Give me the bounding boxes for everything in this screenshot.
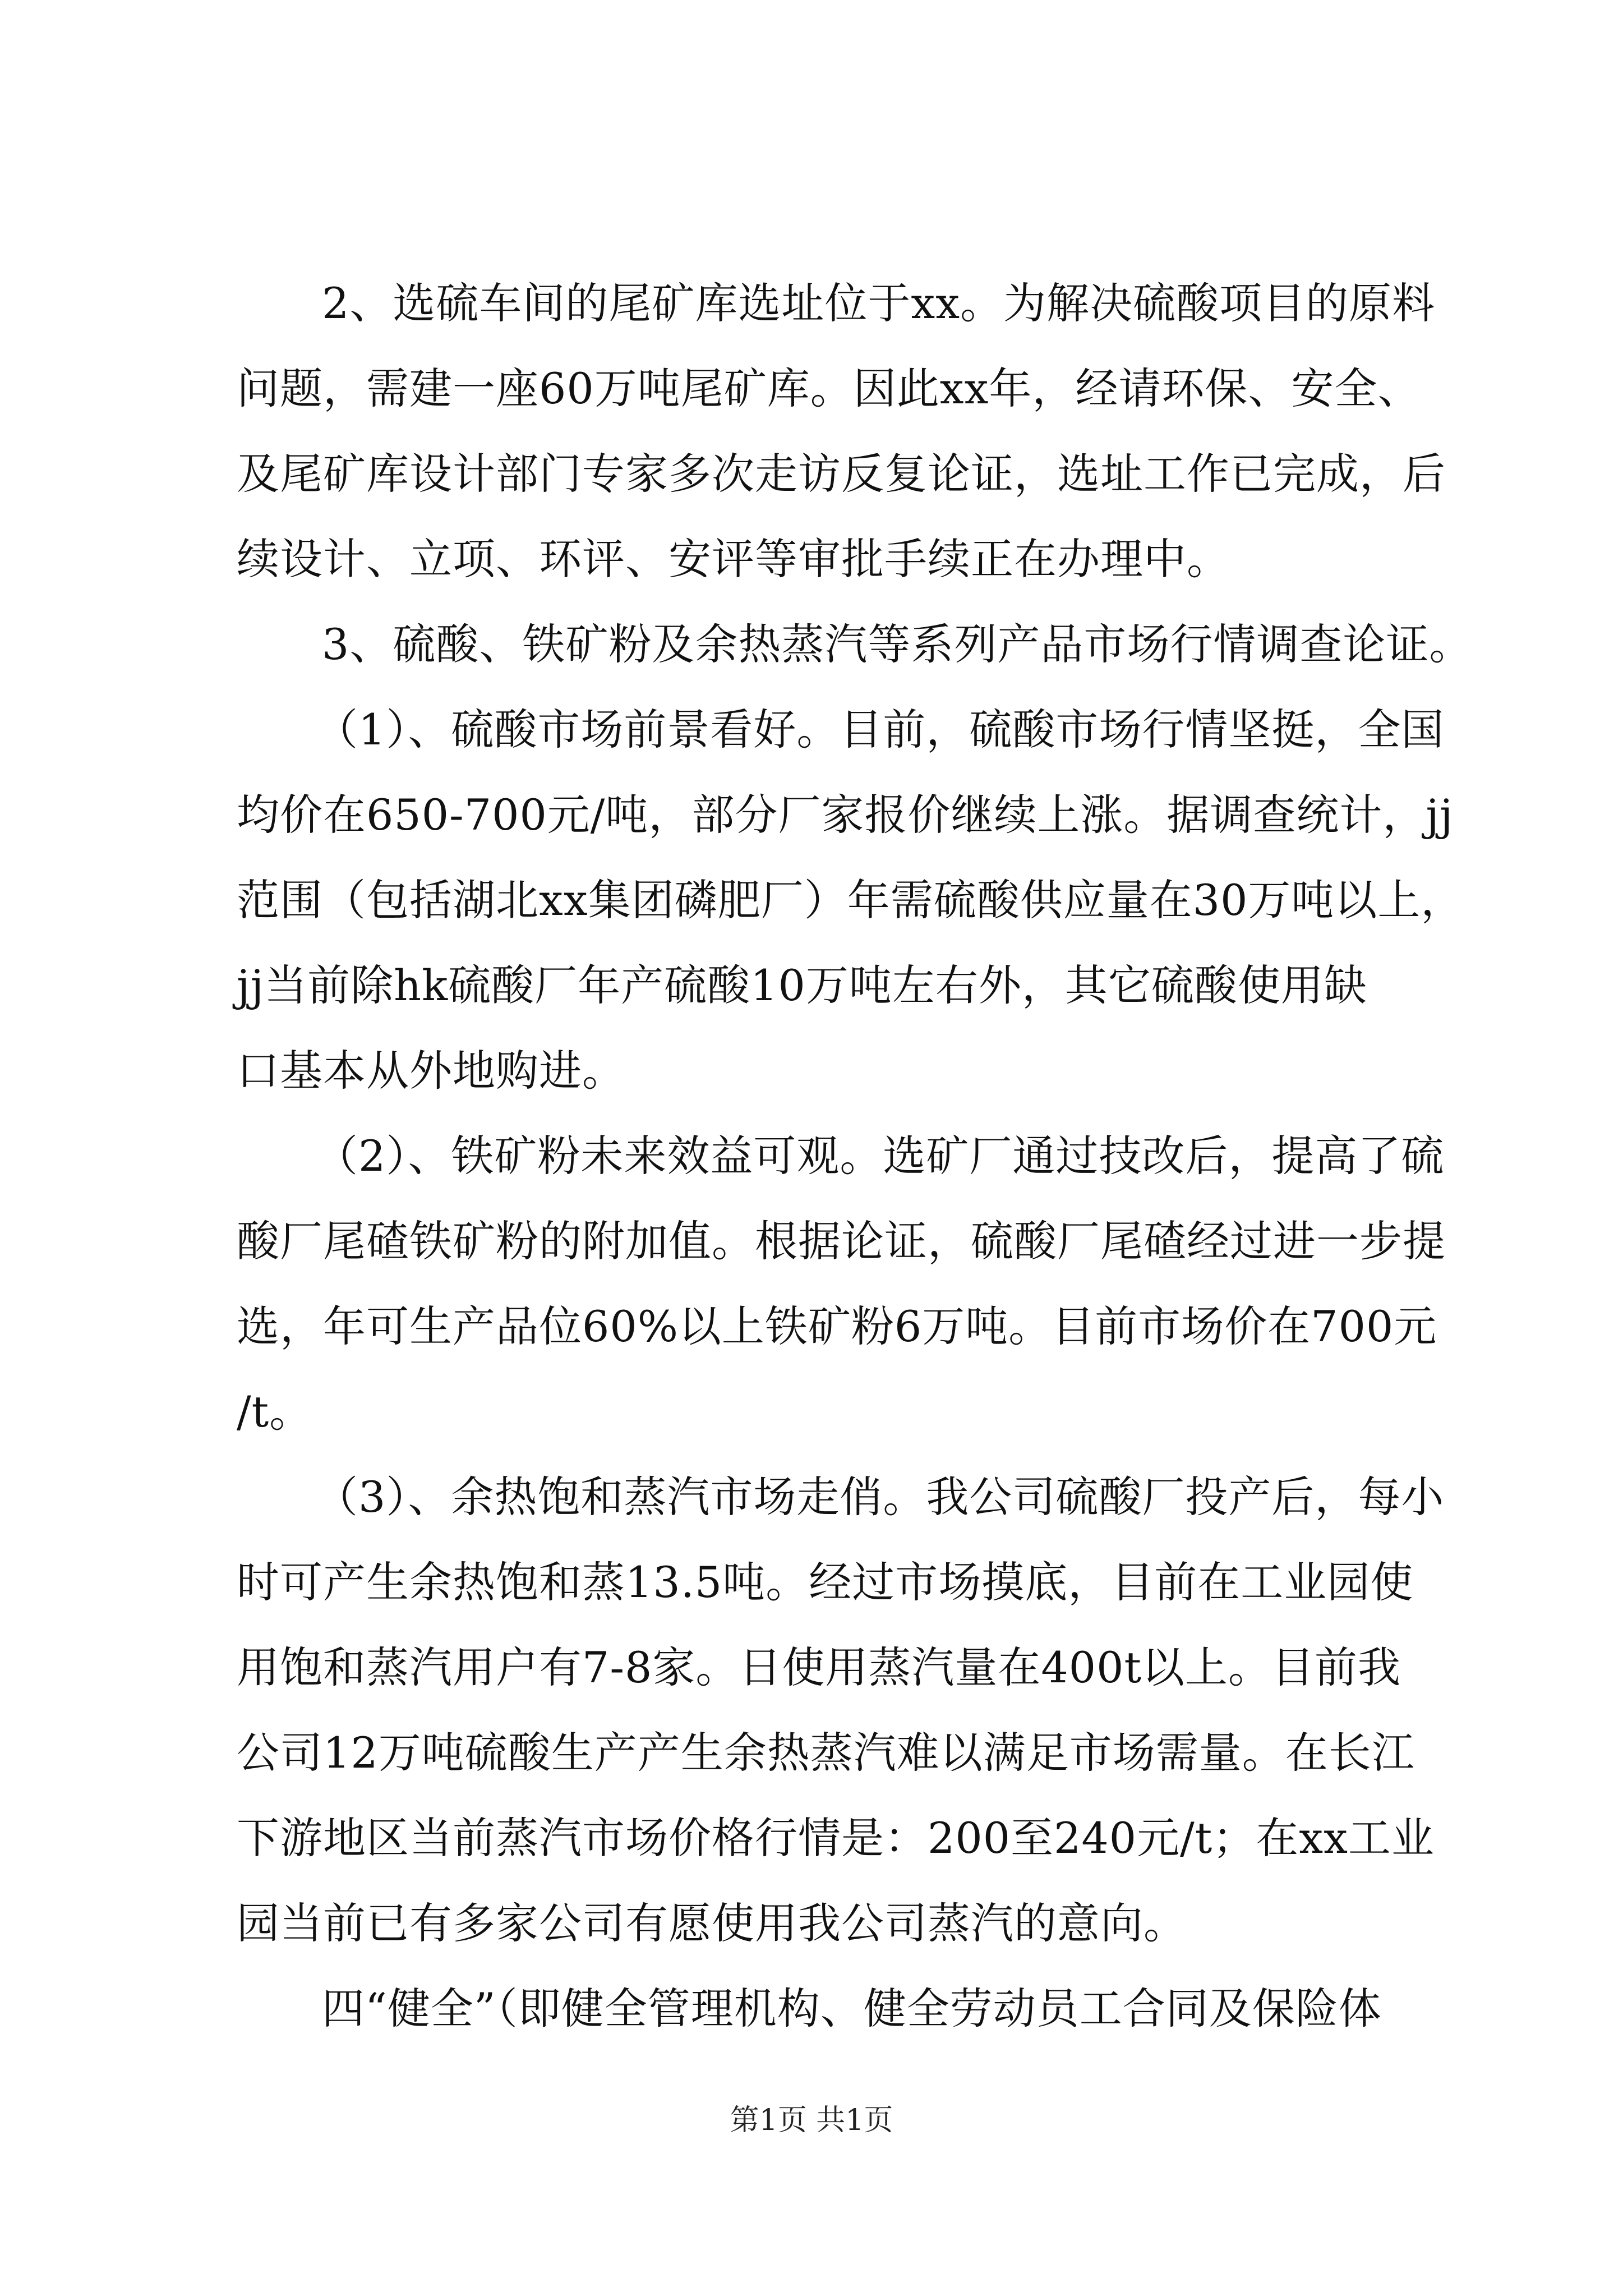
paragraph-line: 四“健全”（即健全管理机构、健全劳动员工合同及保险体 (322, 1984, 1382, 2033)
paragraph-line: 及尾矿库设计部门专家多次走访反复论证，选址工作已完成，后 (237, 449, 1446, 499)
paragraph-line: 问题，需建一座60万吨尾矿库。因此xx年，经请环保、安全、 (237, 364, 1421, 413)
page-footer: 第1页 共1页 (730, 2104, 893, 2137)
paragraph-line: jj当前除hk硫酸厂年产硫酸10万吨左右外，其它硫酸使用缺 (237, 960, 1367, 1010)
paragraph-line: 口基本从外地购进。 (237, 1046, 625, 1096)
paragraph-line: 2、选硫车间的尾矿库选址位于xx。为解决硫酸项目的原料 (322, 278, 1436, 328)
paragraph-line: 园当前已有多家公司有愿使用我公司蒸汽的意向。 (237, 1898, 1187, 1948)
paragraph-line: 时可产生余热饱和蒸13.5吨。经过市场摸底，目前在工业园使 (237, 1557, 1414, 1607)
paragraph-line: 续设计、立项、环评、安评等审批手续正在办理中。 (237, 534, 1230, 584)
paragraph-line: 选，年可生产品位60%以上铁矿粉6万吨。目前市场价在700元 (237, 1301, 1437, 1351)
paragraph-line: （2）、铁矿粉未来效益可观。选矿厂通过技改后，提高了硫 (315, 1131, 1445, 1181)
paragraph-line: 均价在650-700元/吨，部分厂家报价继续上涨。据调查统计，jj (237, 790, 1454, 840)
paragraph-line: /t。 (237, 1387, 313, 1437)
paragraph-line: 用饱和蒸汽用户有7-8家。日使用蒸汽量在400t以上。目前我 (237, 1642, 1401, 1692)
paragraph-line: 3、硫酸、铁矿粉及余热蒸汽等系列产品市场行情调查论证。 (322, 619, 1473, 669)
paragraph-line: 下游地区当前蒸汽市场价格行情是：200至240元/t；在xx工业 (237, 1813, 1435, 1863)
paragraph-line: （3）、余热饱和蒸汽市场走俏。我公司硫酸厂投产后，每小 (315, 1472, 1445, 1522)
document-body (237, 261, 1473, 2051)
paragraph-line: 公司12万吨硫酸生产产生余热蒸汽难以满足市场需量。在长江 (237, 1728, 1415, 1778)
paragraph-line: （1）、硫酸市场前景看好。目前，硫酸市场行情坚挺，全国 (315, 705, 1445, 754)
paragraph-line: 酸厂尾碴铁矿粉的附加值。根据论证，硫酸厂尾碴经过进一步提 (237, 1216, 1446, 1266)
paragraph-line: 范围（包括湖北xx集团磷肥厂）年需硫酸供应量在30万吨以上， (237, 875, 1464, 925)
